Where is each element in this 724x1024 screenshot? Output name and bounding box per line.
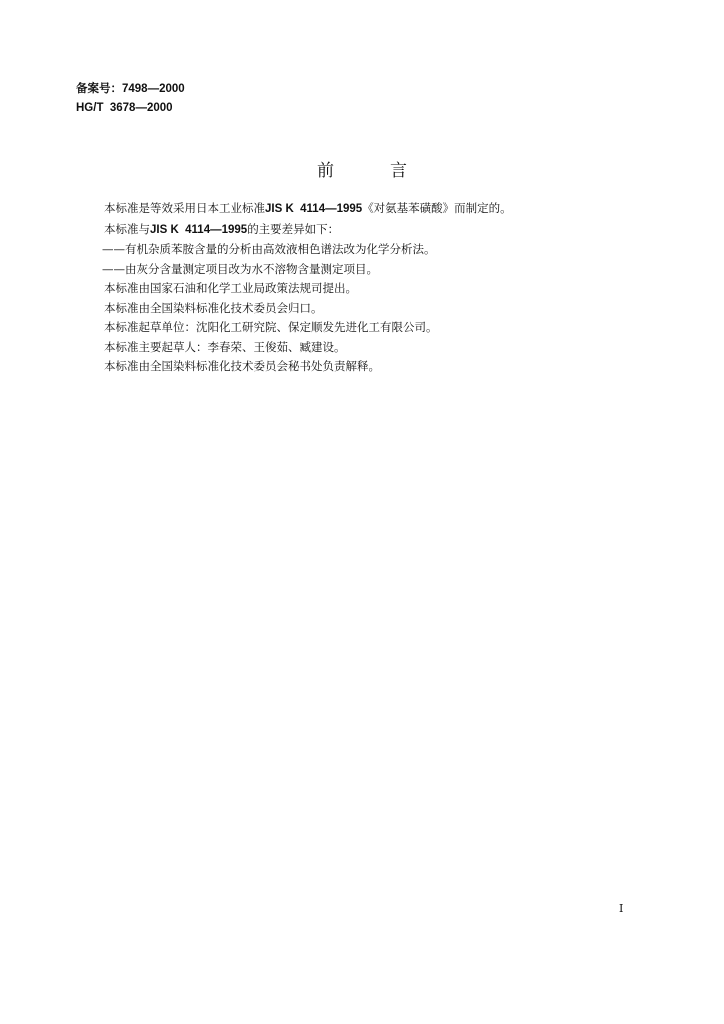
standard-code: HG/T 3678—2000 [76,102,173,114]
document-header [76,80,185,118]
paragraph-adoption-text-c: 《对氨基苯磺酸》而制定的。 [362,201,512,215]
foreword-body [104,199,624,377]
difference-item-2: ——由灰分含量测定项目改为水不溶物含量测定项目。 [102,261,378,276]
paragraph-differences [104,220,624,241]
title-char-1: 前 [317,161,334,181]
paragraph-adoption-text-a: 本标准是等效采用日本工业标准 [104,201,265,215]
paragraph-differences-standard-ref: JIS K 4114—1995 [150,223,248,236]
title-char-2: 言 [390,161,407,181]
paragraph-interpretation: 本标准由全国染料标准化技术委员会秘书处负责解释。 [104,359,380,373]
difference-item-1: ——有机杂质苯胺含量的分析由高效液相色谱法改为化学分析法。 [102,242,436,256]
paragraph-drafting-units: 本标准起草单位：沈阳化工研究院、保定顺发先进化工有限公司。 [104,320,438,334]
page-title [0,156,724,181]
page-number: I [619,902,624,915]
paragraph-adoption-standard-ref: JIS K 4114—1995 [265,203,363,215]
paragraph-centralized-by: 本标准由全国染料标准化技术委员会归口。 [104,300,323,315]
record-number: 备案号：7498—2000 [76,83,185,95]
paragraph-drafters: 本标准主要起草人：李春荣、王俊茹、臧建设。 [104,339,346,354]
paragraph-proposed-by: 本标准由国家石油和化学工业局政策法规司提出。 [104,281,357,295]
paragraph-adoption [104,199,624,220]
paragraph-differences-text-a: 本标准与 [104,221,150,236]
paragraph-differences-text-c: 的主要差异如下： [247,221,340,236]
